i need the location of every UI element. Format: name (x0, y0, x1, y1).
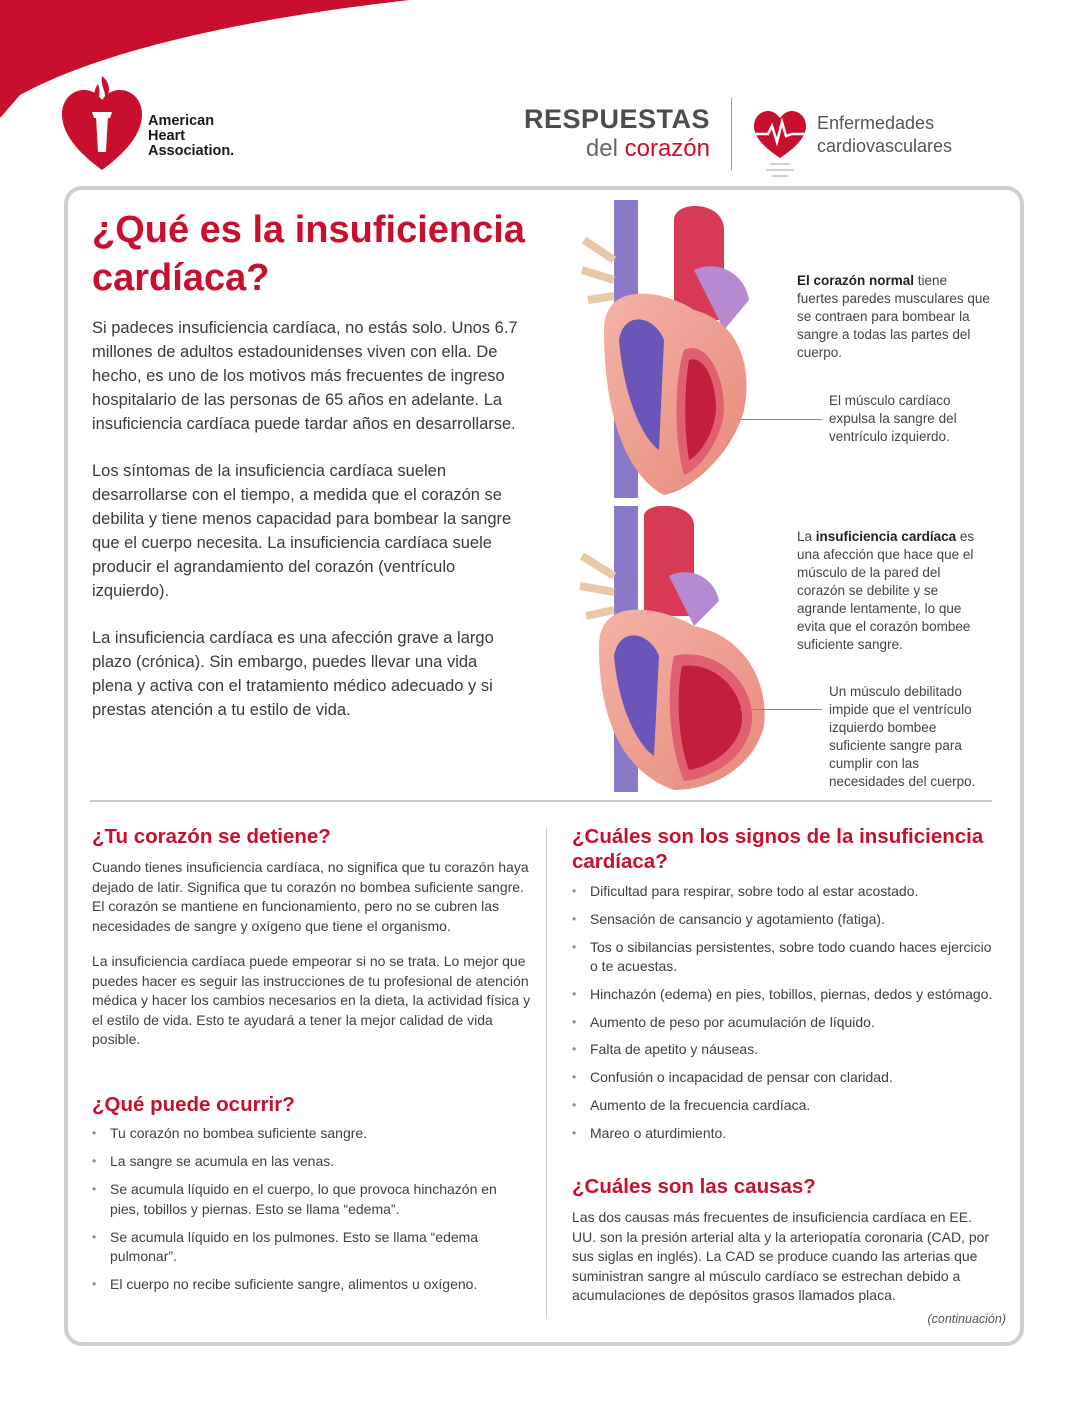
list-item: • Tu corazón no bombea suficiente sangre. (92, 1124, 512, 1144)
series-title (520, 104, 710, 164)
series-title-sub (520, 134, 710, 164)
causes-paragraph (572, 1208, 992, 1306)
heart-stop-text-1: Cuando tienes insuficiencia cardíaca, no significa que tu corazón haya dejado de latir. Significa que tu corazón no bombea suficiente sangre. El corazón se mantiene en funcionamiento, pero no se cubren las necesidades de sangre y oxígeno que tiene el organismo. (92, 859, 529, 934)
list-item: • Falta de apetito y náuseas. (572, 1040, 1002, 1060)
heart-torch-icon (62, 72, 142, 172)
normal-heart-caption-bold: El corazón normal (797, 273, 915, 288)
section-divider (90, 800, 992, 802)
topic-line-1: Enfermedades (817, 113, 935, 133)
list-item: • Se acumula líquido en el cuerpo, lo que provoca hinchazón en pies, tobillos y piernas. Esto se llama “edema”. (92, 1180, 512, 1219)
heart-failure-callout: Un músculo debilitado impide que el ventrículo izquierdo bombee suficiente sangre para cumplir con las necesidades del cuerpo. (829, 684, 976, 789)
list-item: • Aumento de peso por acumulación de líquido. (572, 1013, 1002, 1033)
series-title-main: RESPUESTAS (523, 104, 710, 134)
heart-stop-text-2: La insuficiencia cardíaca puede empeorar si no se trata. Lo mejor que puedes hacer es seguir las instrucciones de tu profesional de atención médica y hacer los cambios necesarios en la dieta, la actividad física y el estilo de vida. Esto te ayudará a tener la mejor calidad de vida posible. (92, 953, 531, 1047)
heart-pulse-icon (752, 108, 808, 180)
logo-line-2: Heart (148, 128, 186, 144)
intro-paragraph-1: Si padeces insuficiencia cardíaca, no estás solo. Unos 6.7 millones de adultos estadounidenses viven con ella. De hecho, es uno de los motivos más frecuentes de ingreso hospitalario de las personas de 65 años en adelante. La insuficiencia cardíaca puede tardar años en desarrollarse. (92, 319, 518, 433)
list-item: • Sensación de cansancio y agotamiento (fatiga). (572, 910, 1002, 930)
continued-note: (continuación) (927, 1312, 1006, 1326)
list-item: • Aumento de la frecuencia cardíaca. (572, 1096, 1002, 1116)
series-sub-accent: corazón (624, 135, 710, 162)
callout-leader-1 (740, 419, 822, 420)
page-title: ¿Qué es la insuficiencia cardíaca? (92, 209, 525, 299)
normal-heart-caption-text: tiene fuertes paredes musculares que se contraen para bombear la sangre a todas las partes del cuerpo. (797, 273, 990, 360)
series-sub-prefix: del (585, 135, 618, 162)
list-item: • La sangre se acumula en las venas. (92, 1152, 512, 1172)
logo-wordmark (148, 114, 234, 159)
heart-stop-paragraph-1 (92, 858, 532, 936)
intro-text (92, 316, 522, 745)
heading-causes: ¿Cuáles son las causas? (572, 1175, 816, 1198)
list-item: • Hinchazón (edema) en pies, tobillos, piernas, dedos y estómago. (572, 985, 1002, 1005)
list-item: • Mareo o aturdimiento. (572, 1124, 1002, 1144)
list-item: • Se acumula líquido en los pulmones. Esto se llama “edema pulmonar”. (92, 1228, 512, 1267)
what-happens-list (92, 1124, 512, 1303)
signs-list (572, 882, 1002, 1152)
intro-paragraph-2: Los síntomas de la insuficiencia cardíaca suelen desarrollarse con el tiempo, a medida que el corazón se debilita y tiene menos capacidad para bombear la sangre que el cuerpo necesita. La insuficiencia cardíaca suele producir el agrandamiento del corazón (ventrículo izquierdo). (92, 462, 512, 600)
list-item: • El cuerpo no recibe suficiente sangre, alimentos u oxígeno. (92, 1275, 512, 1295)
heart-failure-caption-text: es una afección que hace que el músculo de la pared del corazón se debilite y se agrande lentamente, lo que evita que el corazón bombee suficiente sangre. (797, 529, 975, 652)
causes-text: Las dos causas más frecuentes de insuficiencia cardíaca en EE. UU. son la presión arterial alta y la arteriopatía coronaria (CAD, por sus siglas en inglés). La CAD se produce cuando las arterias que suministran sangre al músculo cardíaco se estrechan debido a acumulaciones de depósitos grasos llamados placa. (572, 1209, 990, 1303)
heading-signs: ¿Cuáles son los signos de la insuficiencia cardíaca? (572, 825, 984, 873)
normal-heart-caption (797, 272, 992, 362)
topic-label (817, 112, 952, 158)
heart-failure-illustration (574, 506, 770, 792)
column-divider (546, 828, 547, 1318)
aha-logo (62, 72, 252, 172)
normal-heart-callout: El músculo cardíaco expulsa la sangre del ventrículo izquierdo. (829, 393, 957, 444)
list-item: • Confusión o incapacidad de pensar con claridad. (572, 1068, 1002, 1088)
logo-line-3: Association. (148, 143, 235, 159)
header-divider (731, 98, 732, 170)
list-item: • Dificultad para respirar, sobre todo al estar acostado. (572, 882, 1002, 902)
intro-paragraph-3: La insuficiencia cardíaca es una afección grave a largo plazo (crónica). Sin embargo, puedes llevar una vida plena y activa con el tratamiento médico adecuado y si prestas atención a tu estilo de vida. (92, 629, 494, 719)
heart-failure-caption-bold: insuficiencia cardíaca (815, 529, 957, 544)
heart-failure-caption-prefix: La (797, 529, 816, 544)
logo-line-1: American (148, 113, 215, 129)
heart-stop-paragraph-2 (92, 952, 532, 1050)
list-item: • Tos o sibilancias persistentes, sobre todo cuando haces ejercicio o te acuestas. (572, 938, 1002, 977)
topic-line-2: cardiovasculares (817, 136, 953, 156)
callout-leader-2 (740, 709, 822, 710)
heading-what-happens: ¿Qué puede ocurrir? (92, 1093, 295, 1116)
normal-heart-illustration (574, 200, 770, 498)
heading-heart-stop: ¿Tu corazón se detiene? (92, 825, 331, 848)
heart-failure-caption (797, 528, 987, 654)
